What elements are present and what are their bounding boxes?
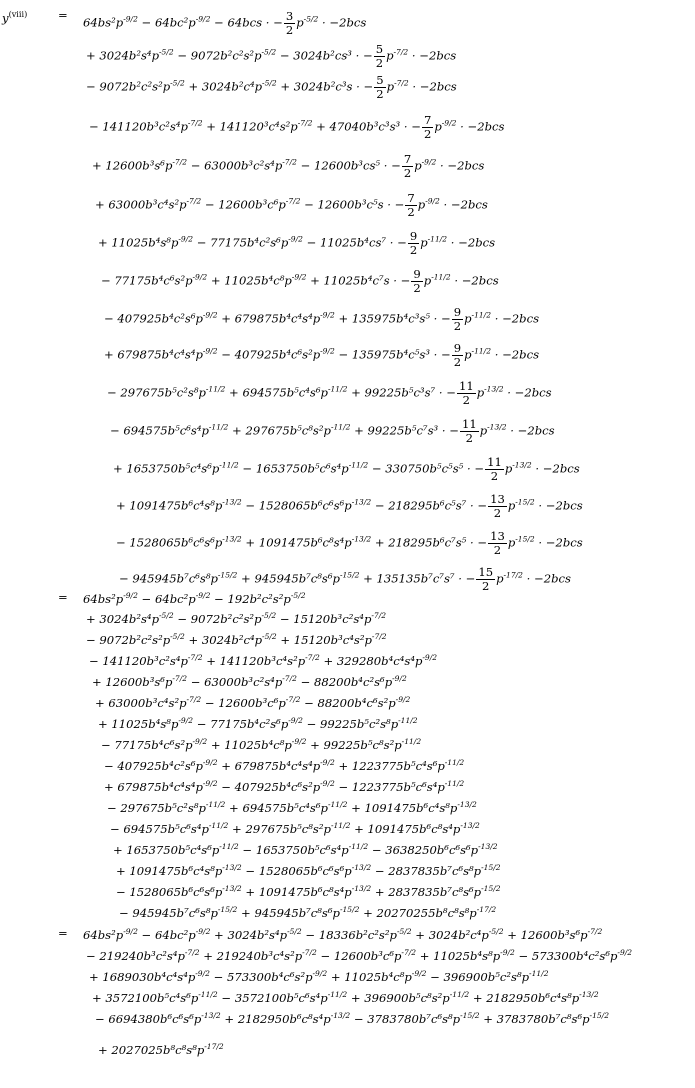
fraction: $\frac{5}{2}$ [376,73,384,101]
fraction: $\frac{11}{2}$ [458,379,474,407]
fraction: $\frac{7}{2}$ [423,113,432,141]
expression: + $1091475b^6c^4s^8p^{-13/2} - 1528065b^6c^6s^6p^{-13/2} - 2837835b^7c^6s^8p^{-15/2}$ [116,863,501,878]
fraction: $\frac{9}{2}$ [413,267,421,295]
expression: + $1653750b^5c^4s^6p^{-11/2} - 1653750b^5c^6s^4p^{-11/2} - 3638250b^6c^6s^6p^{-13/2}$ [113,842,498,857]
expression: + $11025b^4s^8p^{-9/2} - 77175b^4c^2s^6p^{-9/2} - 11025b^4cs^7$ · − $\frac{9}{2}$ $p^{-11/2} \cdot -2bcs$ [98,229,496,257]
expression: − $1528065b^6c^6s^6p^{-13/2} + 1091475b^6c^8s^4p^{-13/2} + 218295b^6c^7s^5$ · − $\frac{13}{2}$ $p^{-15/2} \cdot -2bcs$ [116,529,583,557]
expression: − $694575b^5c^6s^4p^{-11/2} + 297675b^5c^8s^2p^{-11/2} + 1091475b^6c^8s^4p^{-13/2}$ [110,821,480,836]
fraction: $\frac{3}{2}$ [285,9,294,37]
fraction: $\frac{9}{2}$ [453,305,462,333]
expression: − $297675b^5c^2s^8p^{-11/2} + 694575b^5c^4s^6p^{-11/2} + 99225b^5c^3s^7$ · − $\frac{11}{2}$ $p^{-13/2} \cdot -2bcs$ [107,379,552,407]
expression: − $407925b^4c^2s^6p^{-9/2} + 679875b^4c^4s^4p^{-9/2} + 1223775b^5c^4s^6p^{-11/2}$ [104,758,465,773]
expression: − $141120b^3c^2s^4p^{-7/2} + 141120^3c^4s^2p^{-7/2} + 47040b^3c^3s^3$ · − $\frac{7}{2}$ $p^{-9/2} \cdot -2bcs$ [89,113,505,141]
expression: − $77175b^4c^6s^2p^{-9/2} + 11025b^4c^8p^{-9/2} + 11025b^4c^7s$ · − $\frac{9}{2}$ $p^{-11/2} \cdot -2bcs$ [101,267,499,295]
expression: + $679875b^4c^4s^4p^{-9/2} - 407925b^4c^6s^2p^{-9/2} - 1223775b^5c^6s^4p^{-11/2}$ [104,779,465,794]
expression: − $9072b^2c^2s^2p^{-5/2} + 3024b^2c^4p^{-5/2} + 3024b^2c^3s$ · − $\frac{5}{2}$ $p^{-7/2} \cdot -2bcs$ [86,73,457,101]
expression: − $219240b^3c^2s^4p^{-7/2} + 219240b^3c^4s^2p^{-7/2} - 12600b^3c^6p^{-7/2} + 11025b^4s^8p^{-9/2} - 573300b^4c^2s^6p^{-9/2}$ [86,948,633,963]
expression: + $63000b^3c^4s^2p^{-7/2} - 12600b^3c^6p^{-7/2} - 88200b^4c^6s^2p^{-9/2}$ [95,695,411,710]
expression: + $3024b^2s^4p^{-5/2} - 9072b^2c^2s^2p^{-5/2} - 3024b^2cs^3$ · − $\frac{5}{2}$ $p^{-7/2} \cdot -2bcs$ [86,42,457,70]
expression: + $63000b^3c^4s^2p^{-7/2} - 12600b^3c^6p^{-7/2} - 12600b^3c^5s$ · − $\frac{7}{2}$ $p^{-9/2} \cdot -2bcs$ [95,191,488,219]
expression: + $3572100b^5c^4s^6p^{-11/2} - 3572100b^5c^6s^4p^{-11/2} + 396900b^5c^8s^2p^{-11/2} + 2182950b^6c^4s^8p^{-13/2}$ [92,990,599,1005]
expression: + $1091475b^6c^4s^8p^{-13/2} - 1528065b^6c^6s^6p^{-13/2} - 218295b^6c^5s^7$ · − $\frac{13}{2}$ $p^{-15/2} \cdot -2bcs$ [116,492,583,520]
expression: + $679875b^4c^4s^4p^{-9/2} - 407925b^4c^6s^2p^{-9/2} - 135975b^4c^5s^3$ · − $\frac{9}{2}$ $p^{-11/2} \cdot -2bcs$ [104,341,540,369]
expression: + $12600b^3s^6p^{-7/2} - 63000b^3c^2s^4p^{-7/2} - 88200b^4c^2s^6p^{-9/2}$ [92,674,407,689]
fraction: $\frac{11}{2}$ [461,417,477,445]
expression: + $2027025b^8c^8s^8p^{-17/2}$ [98,1042,224,1057]
fraction: $\frac{11}{2}$ [487,455,502,483]
equals-sign: = [58,8,68,22]
expression: − $694575b^5c^6s^4p^{-11/2} + 297675b^5c^8s^2p^{-11/2} + 99225b^5c^7s^3$ · − $\frac{11}{2}$ $p^{-13/2} \cdot -2bcs$ [110,417,555,445]
fraction: $\frac{9}{2}$ [453,341,462,369]
expression: + $12600b^3s^6p^{-7/2} - 63000b^3c^2s^4p^{-7/2} - 12600b^3cs^5$ · − $\frac{7}{2}$ $p^{-9/2} \cdot -2bcs$ [92,152,485,180]
expression: − $945945b^7c^6s^8p^{-15/2} + 945945b^7c^8s^6p^{-15/2} + 135135b^7c^7s^7$ · − $\frac{15}{2}$ $p^{-17/2} \cdot -2bcs$ [119,565,571,593]
expression: − $945945b^7c^6s^8p^{-15/2} + 945945b^7c^8s^6p^{-15/2} + 20270255b^8c^8s^8p^{-17/2}$ [119,905,497,920]
fraction: $\frac{15}{2}$ [478,565,494,593]
fraction: $\frac{7}{2}$ [407,191,415,219]
expression: − $77175b^4c^6s^2p^{-9/2} + 11025b^4c^8p^{-9/2} + 99225b^5c^8s^2p^{-11/2}$ [101,737,422,752]
expression: − $297675b^5c^2s^8p^{-11/2} + 694575b^5c^4s^6p^{-11/2} + 1091475b^6c^4s^8p^{-13/2}$ [107,800,477,815]
expression: − $6694380b^6c^6s^6p^{-13/2} + 2182950b^6c^8s^4p^{-13/2} - 3783780b^7c^6s^8p^{-15/2} + 3783780b^7c^8s^6p^{-15/2}$ [95,1011,609,1026]
expression: − $407925b^4c^2s^6p^{-9/2} + 679875b^4c^4s^4p^{-9/2} + 135975b^4c^3s^5$ · − $\frac{9}{2}$ $p^{-11/2} \cdot -2bcs$ [104,305,540,333]
fraction: $\frac{13}{2}$ [490,529,505,557]
equals-sign: = [58,590,68,604]
expression: + $3024b^2s^4p^{-5/2} - 9072b^2c^2s^2p^{-5/2} - 15120b^3c^2s^4p^{-7/2}$ [86,611,387,626]
expression: + $11025b^4s^8p^{-9/2} - 77175b^4c^2s^6p^{-9/2} - 99225b^5c^2s^8p^{-11/2}$ [98,716,418,731]
expression: $64bs^2p^{-9/2} - 64bc^2p^{-9/2} - 64bcs$ · − $\frac{3}{2}$ $p^{-5/2} \cdot -2bcs$ [83,9,367,37]
expression: − $9072b^2c^2s^2p^{-5/2} + 3024b^2c^4p^{-5/2} + 15120b^3c^4s^2p^{-7/2}$ [86,632,387,647]
expression: $64bs^2p^{-9/2} - 64bc^2p^{-9/2} - 192b^2c^2s^2p^{-5/2}$ [83,591,306,606]
fraction: $\frac{13}{2}$ [490,492,505,520]
expression: − $1528065b^6c^6s^6p^{-13/2} + 1091475b^6c^8s^4p^{-13/2} + 2837835b^7c^8s^6p^{-15/2}$ [116,884,501,899]
expression: + $1689030b^4c^4s^4p^{-9/2} - 573300b^4c^6s^2p^{-9/2} + 11025b^4c^8p^{-9/2} - 396900b^5c^2s^8p^{-11/2}$ [89,969,549,984]
expression: $64bs^2p^{-9/2} - 64bc^2p^{-9/2} + 3024b^2s^4p^{-5/2} - 18336b^2c^2s^2p^{-5/2} + 3024b^2c^4p^{-5/2} + 12600b^3s^6p^{-7/2}$ [83,927,603,942]
expression: − $141120b^3c^2s^4p^{-7/2} + 141120b^3c^4s^2p^{-7/2} + 329280b^4c^4s^4p^{-9/2}$ [89,653,438,668]
equation-lhs: $y^{(viii)}$ [2,9,28,25]
equals-sign: = [58,926,68,940]
fraction: $\frac{7}{2}$ [403,152,412,180]
expression: + $1653750b^5c^4s^6p^{-11/2} - 1653750b^5c^6s^4p^{-11/2} - 330750b^5c^5s^5$ · − $\frac{11}{2}$ $p^{-13/2} \cdot -2bcs$ [113,455,580,483]
fraction: $\frac{9}{2}$ [409,229,418,257]
fraction: $\frac{5}{2}$ [375,42,384,70]
